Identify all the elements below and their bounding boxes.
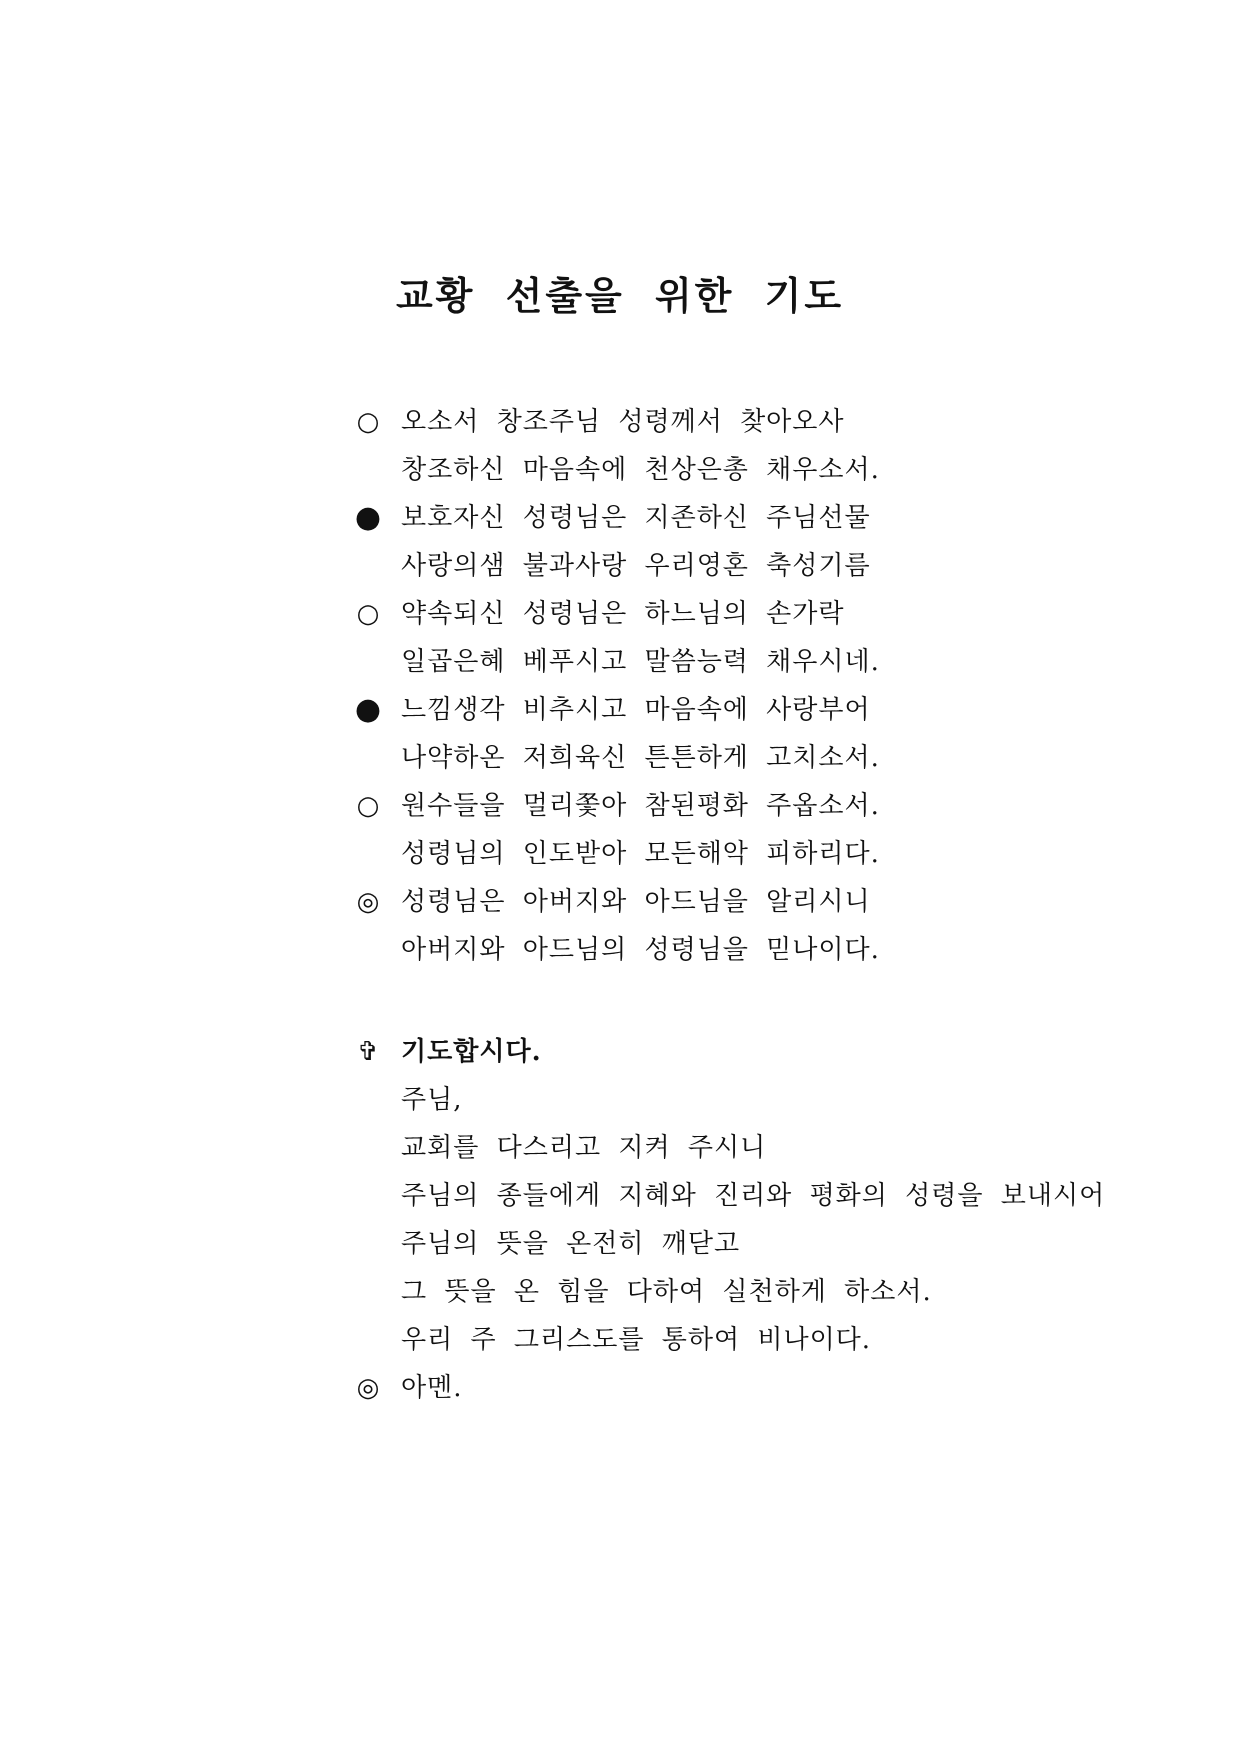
prayer-line: [0, 1124, 1240, 1172]
amen-line: [0, 1364, 1240, 1412]
hymn-line-text: 사랑의샘 불과사랑 우리영혼 축성기름: [401, 551, 871, 581]
prayer-line: [0, 1172, 1240, 1220]
hymn-line: [0, 446, 1240, 494]
prayer-line-text: 주님의 종들에게 지혜와 진리와 평화의 성령을 보내시어: [401, 1181, 1106, 1211]
prayer-line: [0, 1220, 1240, 1268]
prayer-heading-line: [0, 1028, 1240, 1076]
prayer-line: [0, 1076, 1240, 1124]
hymn-line: [0, 494, 1240, 542]
hymn-line-text: 원수들을 멀리쫓아 참된평화 주옵소서.: [401, 791, 880, 821]
prayer-line-text: 그 뜻을 온 힘을 다하여 실천하게 하소서.: [401, 1277, 932, 1307]
open-circle-icon: ○: [356, 407, 380, 437]
prayer-line-text: 우리 주 그리스도를 통하여 비나이다.: [401, 1325, 872, 1355]
cross-icon: ✞: [357, 1037, 379, 1067]
hymn-line: [0, 926, 1240, 974]
prayer-line-text: 교회를 다스리고 지켜 주시니: [401, 1133, 767, 1163]
prayer-heading: 기도합시다.: [401, 1037, 542, 1067]
hymn-line-text: 나약하온 저희육신 튼튼하게 고치소서.: [401, 743, 880, 773]
page-title: 교황 선출을 위한 기도: [395, 274, 845, 318]
prayer-line-text: 주님의 뜻을 온전히 깨닫고: [401, 1229, 741, 1259]
hymn-line-text: 성령님의 인도받아 모든해악 피하리다.: [401, 839, 880, 869]
open-circle-icon: ○: [356, 599, 380, 629]
amen-text: 아멘.: [401, 1373, 463, 1403]
hymn-line-text: 느낌생각 비추시고 마음속에 사랑부어: [401, 695, 871, 725]
double-circle-icon: ◎: [356, 1373, 380, 1403]
hymn-line: [0, 878, 1240, 926]
hymn-line: [0, 734, 1240, 782]
open-circle-icon: ○: [356, 791, 380, 821]
hymn-line: [0, 590, 1240, 638]
filled-circle-icon: ●: [354, 692, 382, 727]
prayer-line: [0, 1268, 1240, 1316]
hymn-line-text: 오소서 창조주님 성령께서 찾아오사: [401, 407, 845, 437]
hymn-line: [0, 830, 1240, 878]
hymn-line-text: 보호자신 성령님은 지존하신 주님선물: [401, 503, 871, 533]
filled-circle-icon: ●: [354, 500, 382, 535]
hymn-line-text: 아버지와 아드님의 성령님을 믿나이다.: [401, 935, 880, 965]
hymn-line: [0, 638, 1240, 686]
hymn-line-text: 성령님은 아버지와 아드님을 알리시니: [401, 887, 871, 917]
hymn-line: [0, 542, 1240, 590]
prayer-line: [0, 1316, 1240, 1364]
prayer-line-text: 주님,: [401, 1085, 463, 1115]
hymn-line-text: 일곱은혜 베푸시고 말씀능력 채우시네.: [401, 647, 880, 677]
double-circle-icon: ◎: [356, 887, 380, 917]
hymn-line-text: 창조하신 마음속에 천상은총 채우소서.: [401, 455, 880, 485]
hymn-line: [0, 782, 1240, 830]
hymn-line: [0, 686, 1240, 734]
hymn-line: [0, 398, 1240, 446]
hymn-line-text: 약속되신 성령님은 하느님의 손가락: [401, 599, 845, 629]
